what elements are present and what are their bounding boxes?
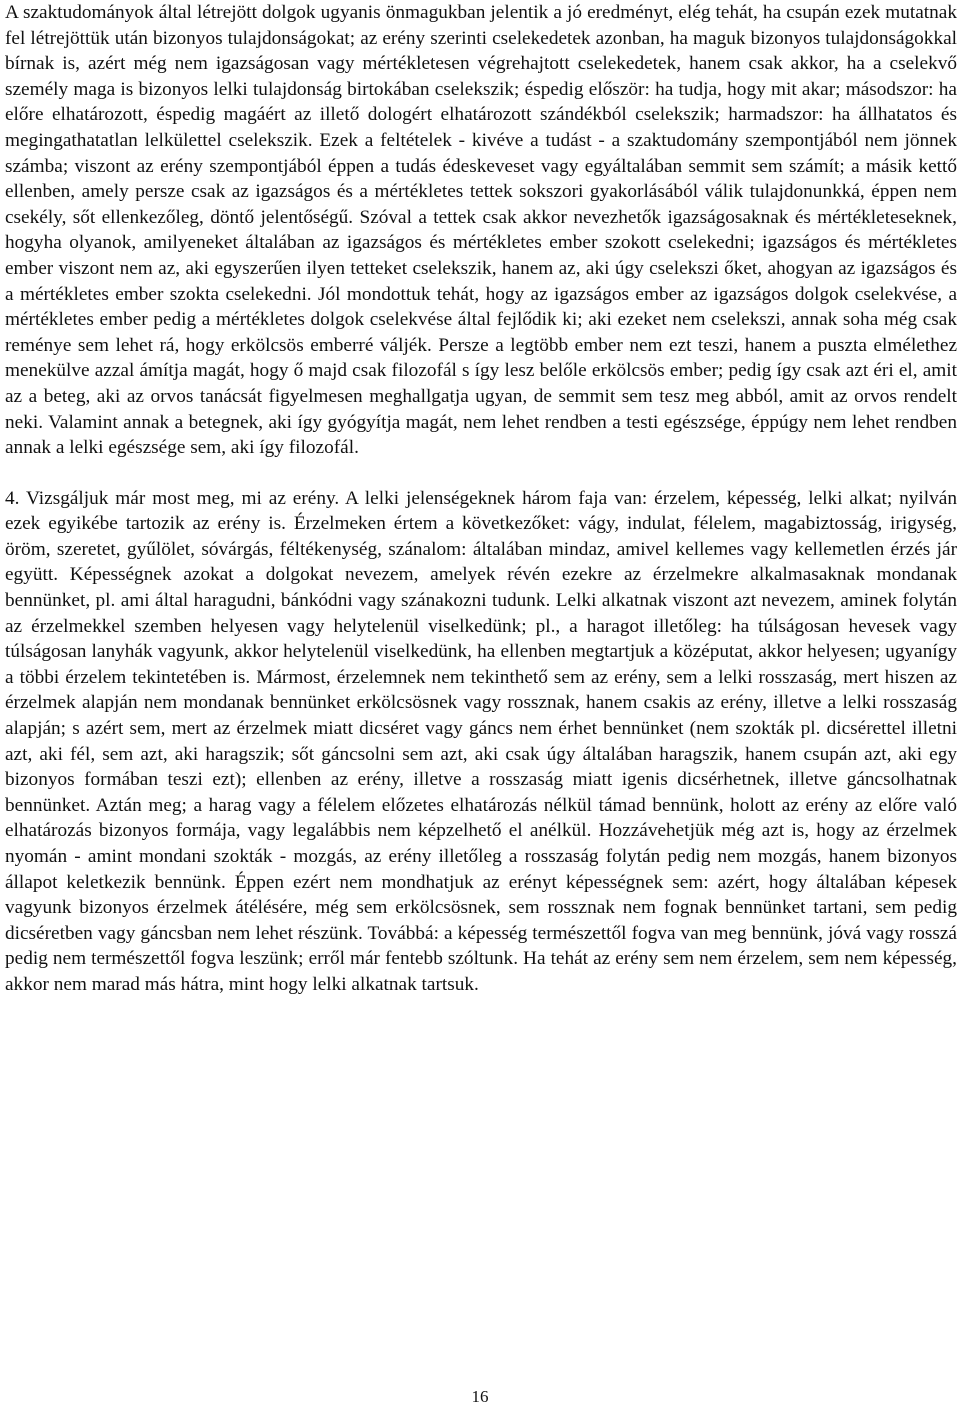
page-number: 16 — [471, 1387, 489, 1406]
body-text — [5, 0, 957, 998]
paragraph-2: 4. Vizsgáljuk már most meg, mi az erény. A lelki jelenségeknek három faja van: érzelem, képesség, lelki alkat; nyilván ezek egyikébe tartozik az erény is. Érzelmeken értem a következőket: vágy, indulat, félelem, magabiztosság, irigység, öröm, szeretet, gyűlölet, sóvárgás, féltékenység, szánalom: általában mindaz, amivel kellemes vagy kellemetlen érzés jár együtt. Képességnek azokat a dolgokat nevezem, amelyek révén ezekre az érzelmekre alkalmasaknak mondanak bennünket, pl. ami által haragudni, bánkódni vagy szánakozni tudunk. Lelki alkatnak viszont azt nevezem, aminek folytán az érzelmekkel szemben helyesen vagy helytelenül viselkedünk; pl., a haragot illetőleg: ha túlságosan hevesek vagy túlságosan lanyhák vagyunk, akkor helytelenül viselkedünk, ha ellenben megtartjuk a középutat, akkor helyesen; ugyanígy a többi érzelem tekintetében is. Mármost, érzelemnek nem tekinthető sem az erény, sem a lelki rosszaság, mert hiszen az érzelmek alapján nem mondanak bennünket erkölcsösnek vagy rossznak, hanem csakis az erény, illetve a lelki rosszaság alapján; s azért sem, mert az érzelmek miatt dicséret vagy gáncs nem érhet bennünket (nem szokták pl. dicsérettel illetni azt, aki fél, sem azt, aki haragszik; sőt gáncsolni sem azt, aki csak úgy általában haragszik, hanem csupán azt, aki egy bizonyos formában teszi ezt); ellenben az erény, illetve a rosszaság miatt igenis dicsérhetnek, illetve gáncsolhatnak bennünket. Aztán meg; a harag vagy a félelem előzetes elhatározás nélkül támad bennünk, holott az erény az előre való elhatározás bizonyos formája, vagy legalábbis nem képzelhető el anélkül. Hozzávehetjük még azt is, hogy az érzelmek nyomán - amint mondani szokták - mozgás, az erény illetőleg a rosszaság folytán pedig nem mozgás, hanem bizonyos állapot keletkezik bennünk. Éppen ezért nem mondhatjuk az erényt képességnek sem: azért, hogy általában képesek vagyunk bizonyos érzelmek átélésére, még sem erkölcsösnek, sem rossznak nem fognak bennünket tartani, sem pedig dicséretben vagy gáncsban nem lehet részünk. Továbbá: a képesség természettől fogva van meg bennünk, jóvá vagy rosszá pedig nem természettől fogva leszünk; erről már fentebb szóltunk. Ha tehát az erény sem nem érzelem, sem nem képesség, akkor nem marad más hátra, mint hogy lelki alkatnak tartsuk. — [5, 487, 957, 995]
paragraph-1: A szaktudományok által létrejött dolgok ugyanis önmagukban jelentik a jó eredményt, elég tehát, ha csupán ezek mutatnak fel létrejöttük után bizonyos tulajdonságokat; az erény szerinti cselekedetek azonban, ha maguk bizonyos tulajdonságokkal bírnak is, azért még nem igazságosan vagy mértékletesen végrehajtott cselekedetek, hanem csak akkor, ha a cselekvő személy maga is bizonyos lelki tulajdonság birtokában cselekszik; éspedig először: ha tudja, hogy mit akar; másodszor: ha előre elhatározott, éspedig magáért az illető dologért elhatározott szándékból cselekszik; harmadszor: ha állhatatos és megingathatatlan lelkülettel cselekszik. Ezek a feltételek - kivéve a tudást - a szaktudomány szempontjából nem jönnek számba; viszont az erény szempontjából éppen a tudás édeskeveset vagy egyáltalában semmit sem számít; a másik kettő ellenben, amely persze csak az igazságos és a mértékletes tettek sokszori gyakorlásából válik tulajdonunkká, éppen nem csekély, sőt ellenkezőleg, döntő jelentőségű. Szóval a tettek csak akkor nevezhetők igazságosaknak és mértékleteseknek, hogyha olyanok, amilyeneket általában az igazságos és mértékletes ember szokott cselekedni; igazságos és mértékletes ember viszont nem az, aki egyszerűen ilyen tetteket cselekszik, hanem az, aki úgy cselekszi őket, ahogyan az igazságos és a mértékletes ember szokta cselekedni. Jól mondottuk tehát, hogy az igazságos ember az igazságos dolgok cselekvése, a mértékletes ember pedig a mértékletes dolgok cselekvése által fejlődik ki; aki ezeket nem cselekszi, annak soha még csak reménye sem lehet rá, hogy erkölcsös emberré váljék. Persze a legtöbb ember nem ezt teszi, hanem a puszta elmélethez menekülve azzal ámítja magát, hogy ő majd csak filozofál s így lesz belőle erkölcsös ember; pedig így csak azt éri el, amit az a beteg, aki az orvos tanácsát figyelmesen meghallgatja ugyan, de semmit sem tesz meg abból, amit az orvos rendelt neki. Valamint annak a betegnek, aki így gyógyítja magát, nem lehet rendben a testi egészsége, éppúgy nem lehet rendben annak a lelki egészsége sem, aki így filozofál. — [5, 2, 957, 459]
